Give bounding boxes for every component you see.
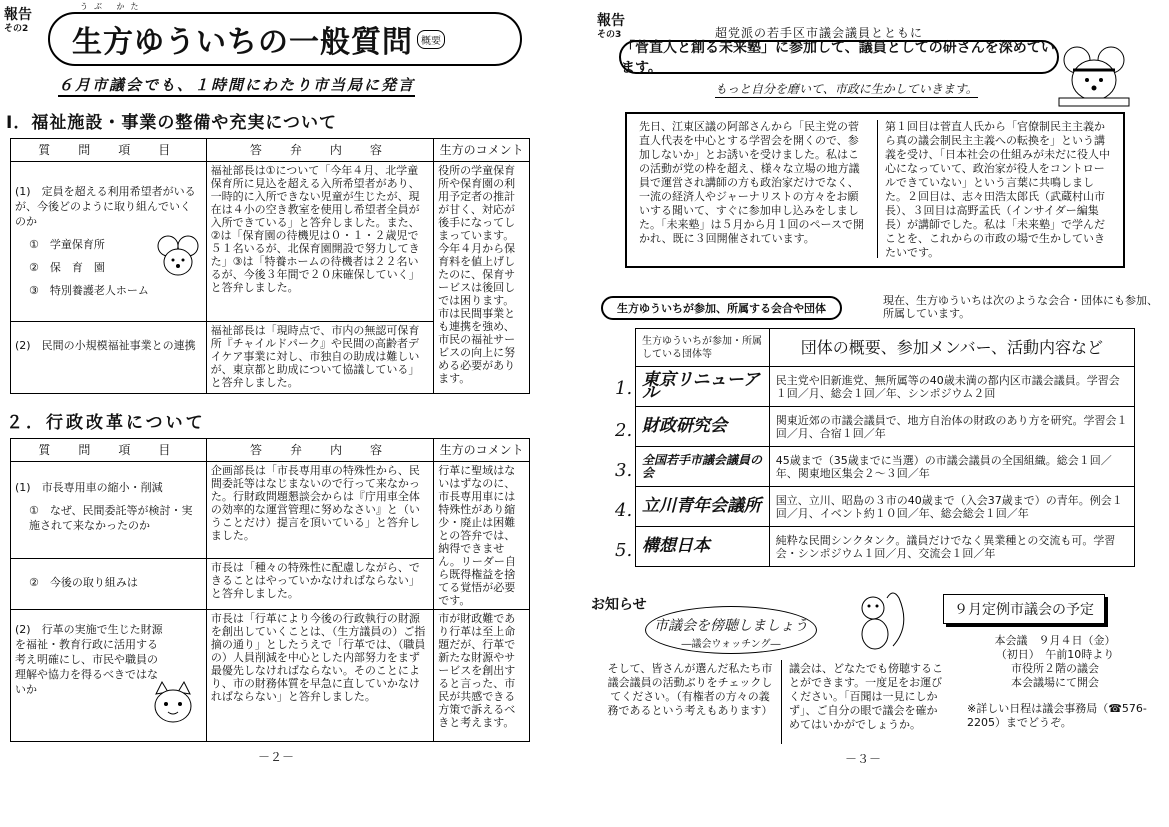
org-desc: 関東近郊の市議会議員で、地方自治体の財政のあり方を研究。学習会１回／月、合宿１回／年 [769, 407, 1134, 447]
left-page [0, 0, 580, 827]
notice-oval-main: 市議会を傍聴しましょう [654, 618, 808, 634]
cat-mascot-icon [148, 680, 198, 730]
org-table [635, 328, 1135, 567]
answer-cell: 福祉部長は「現時点で、市内の無認可保育所『チャイルドパーク』や民間の高齢者デイケア事業に対し、市独自の助成は難しいが、東京都と助成について協議している」と答弁しました。 [206, 322, 434, 394]
org-desc: 民主党や旧新進党、無所属等の40歳未満の都内区市議会議員。学習会１回／月、総会１回／年、シンポジウム２回 [769, 367, 1134, 407]
schedule-line: 市役所２階の議会 [1011, 662, 1099, 675]
section1-table [10, 138, 530, 394]
banner-main: 「菅直人と創る未来塾」に参加して、議員としての研さんを深めています。 [621, 40, 1055, 76]
org-row [636, 527, 1135, 567]
org-number: 3. [615, 460, 633, 481]
column-divider [877, 120, 878, 258]
title-oval [48, 12, 522, 66]
table-row [11, 462, 530, 559]
comment-cell: 行革に聖域はないはずなのに、市長専用車には特殊性があり縮少・廃止は困難との答弁では、納得できません。リーダー自ら既得権益を捨てる覚悟が必要です。 [434, 462, 530, 610]
page-title: 生方ゆういちの一般質問 [72, 25, 413, 60]
org-name: 東京リニューアル [636, 367, 770, 407]
question-item: ③ 特別養護老人ホーム [29, 284, 149, 297]
question-cell [11, 162, 207, 322]
header-question: 質 問 項 目 [11, 139, 207, 162]
org-desc: 純粋な民間シンクタンク。議員だけでなく異業種との交流も可。学習会・シンポジウム１回／月、交流会１回／年 [769, 527, 1134, 567]
notice-col2: 議会は、どなたでも傍聴することができます。一度足をお運びください。「百聞は一見にしかず」、ご自分の眼で議会を確かめてはいかがでしょうか。 [789, 662, 943, 731]
header-question: 質 問 項 目 [11, 439, 207, 462]
org-row [636, 407, 1135, 447]
org-header [636, 329, 1135, 367]
org-row [636, 367, 1135, 407]
schedule-line: （初日） 午前10時より [995, 648, 1115, 661]
section2-table [10, 438, 530, 742]
question-item: ② 保 育 園 [29, 261, 105, 274]
squirrel-mascot-icon [853, 586, 913, 656]
question-cell: (1) 市長専用車の縮小・削減 ① なぜ、民間委託等が検討・実施されて来なかったのか [11, 462, 207, 559]
page-number: －３－ [845, 752, 882, 766]
schedule-note: ※詳しい日程は議会事務局（☎576-2205）までどうぞ。 [967, 702, 1147, 729]
question-item: ① 学童保育所 [29, 238, 105, 251]
report-tag: 報告 その2 [4, 7, 32, 34]
notice-col1: そして、皆さんが選んだ私たち市議会議員の活動ぶりをチェックしてください。（有権者の方々の義務であるという考えもあります） [607, 662, 773, 717]
section1-heading: Ⅰ．福祉施設・事業の整備や充実について [6, 113, 337, 133]
right-page [585, 0, 1169, 827]
org-name: 立川青年会議所 [636, 487, 770, 527]
question-cell: ② 今後の取り組みは [11, 559, 207, 610]
banner-oval [619, 40, 1059, 74]
header-comment: 生方のコメント [434, 139, 530, 162]
org-desc: 45歳まで（35歳までに当選）の市議会議員の全国組織。総会１回／年、関東地区集会２～３回／年 [769, 447, 1134, 487]
schedule-block [965, 634, 1145, 690]
miraijuku-col2: 第１回目は菅直人氏から「官僚制民主主義から真の議会制民主主義への転換を」という講義を受け、「日本社会の仕組みが未だに役人中心になっていて、政治家が役人をコントロールできていない」という言葉に共鳴しました。２回目は、志々田浩太郎氏（武蔵村山市長）、３回目は高野孟氏（インサイダー編集長）が講師でした。私は「未来塾」で学んだことを、これからの市政の場で生かしていきたいです。 [885, 120, 1111, 259]
notice-oval-sub: ―議会ウォッチング― [681, 639, 781, 650]
table-header [11, 439, 530, 462]
org-row [636, 447, 1135, 487]
org-row [636, 487, 1135, 527]
report-tag: 報告 その3 [597, 13, 625, 40]
notice-oval [645, 606, 817, 654]
org-header-right: 団体の概要、参加メンバー、活動内容など [769, 329, 1134, 367]
title-ruby: うぶ かた [80, 2, 145, 11]
comment-cell: 役所の学童保育所や保育園の利用予定者の推計が甘く、対応が後手になってしまっています。今年４月から保育料を値上げしたのに、保育サービスは後回しでは困ります。 市は民間事業とも連携を強め、市民の福祉サービスの向上に努める必要があります。 [434, 162, 530, 394]
page-number: －２－ [258, 750, 295, 764]
header-comment: 生方のコメント [434, 439, 530, 462]
table-row [11, 610, 530, 742]
answer-cell: 福祉部長は①について「今年４月、北学童保育所に見込を超える入所希望者があり、一時的に入所できない児童が生じたが、現在は４小の空き教室を使用し希望者全員が入所できている」と答弁しました。また、②は「保育園の待機児は０・１・２歳児で５１名いるが、北保育園開設で努力してきた」③は「特養ホームの待機者は２２名いるが、今後３年間で２０床確保していく」と答弁しました。 [206, 162, 434, 322]
notice-label: お知らせ [591, 597, 647, 613]
table-row [11, 162, 530, 322]
section2-heading: ２．行政改革について [6, 413, 206, 433]
mouse-mascot-icon [1055, 40, 1135, 110]
org-number: 1. [615, 378, 633, 399]
org-number: 2. [615, 420, 633, 441]
notice-divider [781, 660, 782, 744]
mouse-mascot-icon [154, 232, 202, 280]
question-text: (1) 定員を超える利用希望者がいるが、今後どのように取り組んでいくのか [15, 185, 196, 228]
comment-cell: 市が財政難であり行革は至上命題だが、行革で新たな財源やサービスを創出すると言った、市民が共感できる方策で訴えるべきと考えます。 [434, 610, 530, 742]
answer-cell: 市長は「行革により今後の行政執行の財源を創出していくことは、（生方議員の）ご指摘の通り」としたうえで「行革では、（職員の）人員削減を中心とした内部努力をまず最優先しなければならない。そのことにより、市の財務体質を早急に直していかなければならない」と答弁しました。 [206, 610, 433, 742]
answer-cell: 企画部長は「市長専用車の特殊性から、民間委託等はなじまないので行って来なかった。行財政問題懇談会からは『庁用車全体の効率的な運営管理に努めなさい』と（いうことだけ）提言を頂いている」と答弁しました。 [206, 462, 433, 559]
org-name: 構想日本 [636, 527, 770, 567]
table-header [11, 139, 530, 162]
schedule-title: ９月定例市議会の予定 [943, 594, 1105, 624]
org-desc: 国立、立川、昭島の３市の40歳まで（入会37歳まで）の青年。例会１回／月、イベント約１０回／年、総会総会１回／年 [769, 487, 1134, 527]
org-label: 生方ゆういちが参加、所属する会合や団体 [601, 296, 842, 320]
question-cell: (2) 民間の小規模福祉事業との連携 [11, 322, 207, 394]
org-number: 4. [615, 500, 633, 521]
title-badge: 概要 [417, 30, 445, 49]
miraijuku-col1: 先日、江東区議の阿部さんから「民主党の菅直人代表を中心とする学習会を開くので、参加しないか」とお誘いを受けました。私はこの活動が党の枠を超え、様々な立場の地方議員で運営され講師の方も政治家だけでなく、一流の経済人やジャーナリストの方々をお願いする聞いて、すぐに参加申し込みをしました。「未来塾」は５月から月１回のペースで開かれ、既に３回開催されています。 [639, 120, 864, 245]
miraijuku-box [625, 112, 1125, 268]
header-answer: 答 弁 内 容 [206, 139, 434, 162]
answer-cell: 市長は「種々の特殊性に配慮しながら、できることはやっていかなければならない」と答弁しました。 [206, 559, 433, 610]
org-header-left: 生方ゆういちが参加・所属している団体等 [636, 329, 770, 367]
subtitle: ６月市議会でも、１時間にわたり市当局に発言 [58, 74, 415, 97]
question-cell: (2) 行革の実施で生じた財源を福祉・教育行政に活用する考え明確にし、市民や職員の理解や協力を得るべきではないか [11, 610, 207, 742]
banner-top: 超党派の若手区市議会議員とともに [715, 26, 924, 40]
schedule-line: 本会議 ９月４日（金） [994, 634, 1116, 647]
org-name: 財政研究会 [636, 407, 770, 447]
org-intro: 現在、生方ゆういちは次のような会合・団体にも参加、所属しています。 [883, 294, 1158, 320]
banner-sub: もっと自分を磨いて、市政に生かしていきます。 [715, 82, 978, 96]
org-number: 5. [615, 540, 633, 561]
schedule-line: 本会議場にて開会 [1011, 676, 1099, 689]
org-name: 全国若手市議会議員の会 [636, 447, 770, 487]
header-answer: 答 弁 内 容 [206, 439, 433, 462]
